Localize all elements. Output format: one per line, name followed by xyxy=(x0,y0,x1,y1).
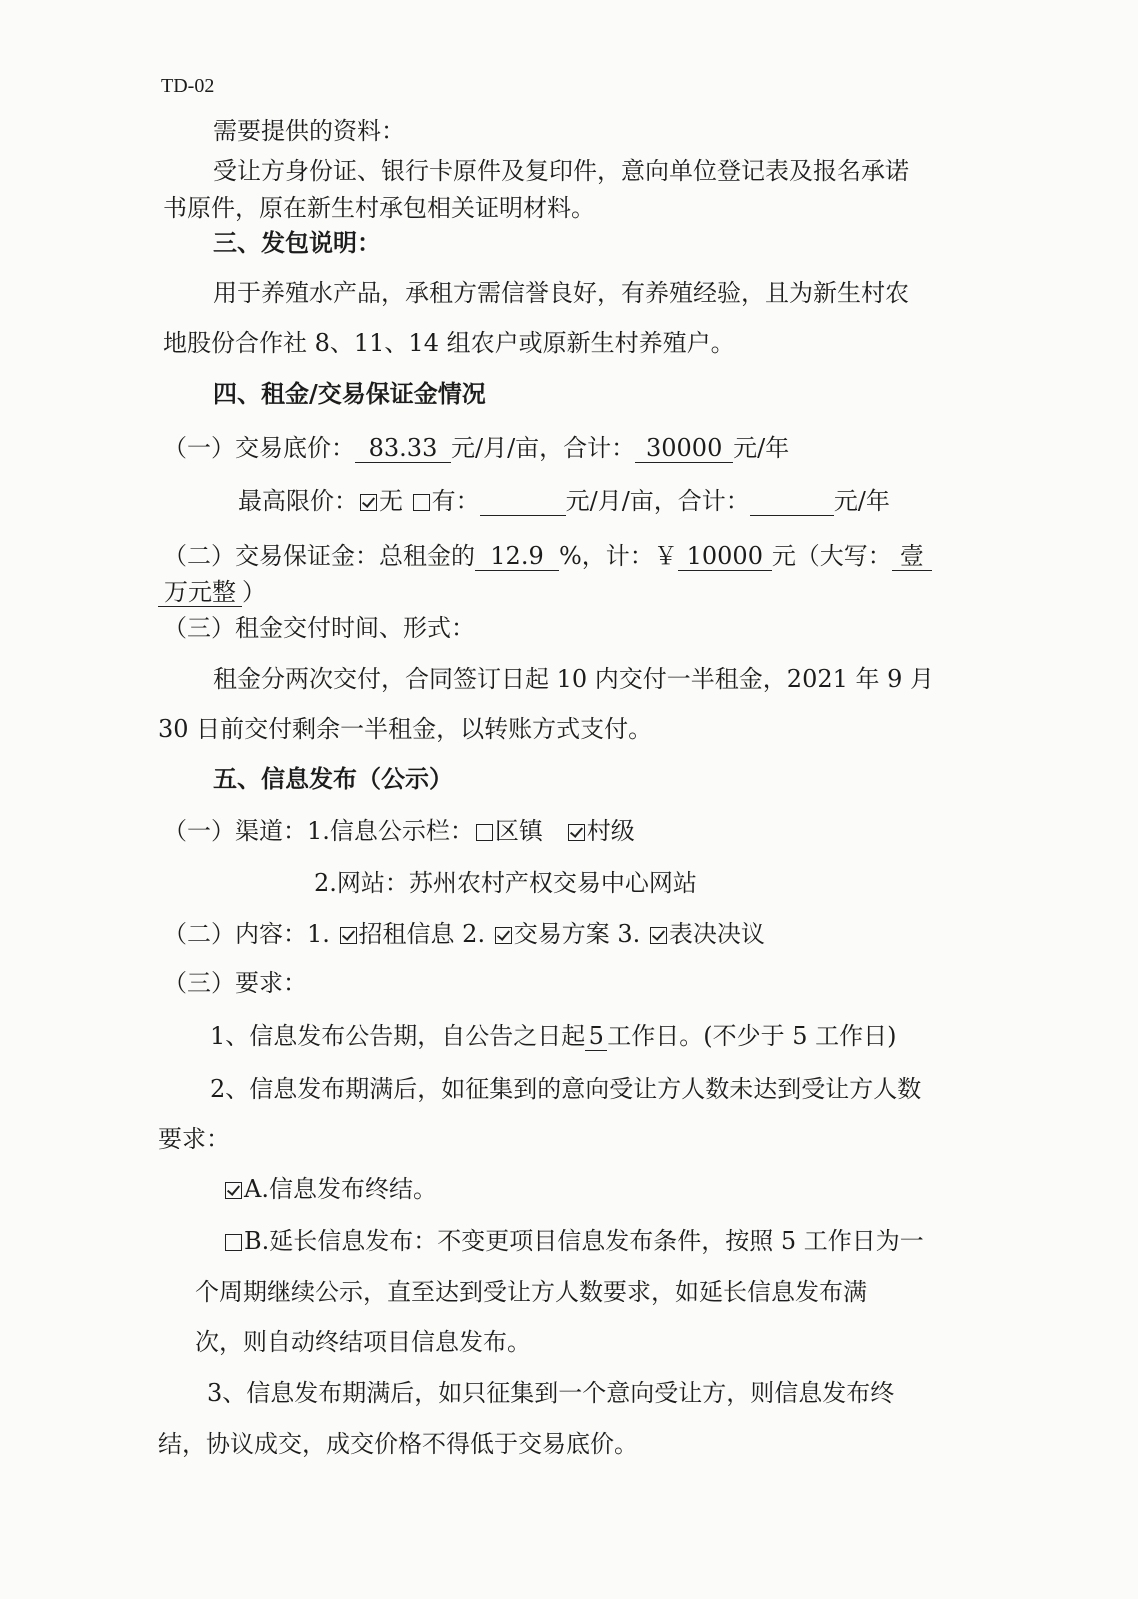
req3-line2: 结，协议成交，成交价格不得低于交易底价。 xyxy=(158,1430,638,1458)
content-3-label: 表决决议 xyxy=(668,920,765,948)
req1-text-a: 1、信息发布公告期，自公告之日起 xyxy=(210,1022,586,1050)
section5-heading: 五、信息发布（公示） xyxy=(213,764,453,793)
deposit-words-part2: 万元整 xyxy=(158,578,242,607)
max-no-label: 无 xyxy=(379,487,403,515)
req2-line1: 2、信息发布期满后，如征集到的意向受让方人数未达到受让方人数 xyxy=(210,1075,922,1103)
base-total-value: 30000 xyxy=(635,434,733,463)
max-yes-label: 有： xyxy=(431,487,480,515)
website-line: 2.网站：苏州农村产权交易中心网站 xyxy=(314,869,697,897)
req2-line2: 要求： xyxy=(158,1125,230,1153)
section4-heading: 四、租金/交易保证金情况 xyxy=(213,379,486,408)
section3-text-line1: 用于养殖水产品，承租方需信誉良好，有养殖经验，且为新生村农 xyxy=(213,279,909,307)
materials-text-line1: 受让方身份证、银行卡原件及复印件，意向单位登记表及报名承诺 xyxy=(213,157,909,185)
deposit-unit: 元（大写： xyxy=(771,542,892,570)
max-unit: 元/月/亩，合计： xyxy=(565,487,750,515)
max-price-label: 最高限价： xyxy=(238,487,358,515)
materials-heading: 需要提供的资料： xyxy=(213,117,405,145)
base-price-unit: 元/月/亩，合计： xyxy=(451,434,636,462)
max-price-line xyxy=(238,485,890,517)
max-total-unit: 元/年 xyxy=(833,487,890,515)
base-price-label: （一）交易底价： xyxy=(163,434,355,462)
deposit-line-2 xyxy=(158,576,266,608)
max-price-blank xyxy=(480,487,566,516)
option-a-label: A.信息发布终结。 xyxy=(244,1175,437,1203)
content-label: （二）内容：1. xyxy=(163,920,330,948)
section3-text-line2: 地股份合作社 8、11、14 组农户或原新生村养殖户。 xyxy=(163,329,735,357)
max-no-checkbox[interactable] xyxy=(360,494,377,511)
deposit-words-part1: 壹 xyxy=(892,542,932,571)
channel-town-label: 区镇 xyxy=(494,817,543,845)
materials-text-line2: 书原件，原在新生村承包相关证明材料。 xyxy=(163,194,595,222)
option-a-checkbox[interactable] xyxy=(225,1182,242,1199)
payment-heading: （三）租金交付时间、形式： xyxy=(163,614,475,642)
option-b-line3: 次，则自动终结项目信息发布。 xyxy=(195,1328,531,1356)
base-total-unit: 元/年 xyxy=(733,434,790,462)
option-a-line xyxy=(223,1173,437,1205)
option-b-line1 xyxy=(223,1225,924,1257)
payment-text-line1: 租金分两次交付，合同签订日起 10 内交付一半租金，2021 年 9 月 xyxy=(213,665,935,693)
base-price-value: 83.33 xyxy=(355,434,451,463)
content-2-label: 交易方案 3. xyxy=(513,920,641,948)
content-line xyxy=(163,918,765,950)
option-b-checkbox[interactable] xyxy=(225,1234,242,1251)
max-total-blank xyxy=(750,487,834,516)
deposit-close: ） xyxy=(242,578,266,606)
deposit-percent: 12.9 xyxy=(475,542,559,571)
option-b-line2: 个周期继续公示，直至达到受让方人数要求，如延长信息发布满 xyxy=(195,1278,867,1306)
channel-label: （一）渠道：1.信息公示栏： xyxy=(163,817,474,845)
req1-line xyxy=(210,1020,897,1052)
max-yes-checkbox[interactable] xyxy=(413,494,430,511)
channel-village-checkbox[interactable] xyxy=(568,824,585,841)
deposit-mid: %，计：￥ xyxy=(559,542,678,570)
content-2-checkbox[interactable] xyxy=(495,927,512,944)
req1-text-b: 工作日。(不少于 5 工作日) xyxy=(607,1022,897,1050)
content-1-label: 招租信息 2. xyxy=(358,920,486,948)
channel-village-label: 村级 xyxy=(586,817,635,845)
section3-heading: 三、发包说明： xyxy=(213,228,381,257)
payment-text-line2: 30 日前交付剩余一半租金，以转账方式支付。 xyxy=(158,715,653,743)
content-3-checkbox[interactable] xyxy=(650,927,667,944)
base-price-line xyxy=(163,432,789,464)
channel-town-checkbox[interactable] xyxy=(476,824,493,841)
content-1-checkbox[interactable] xyxy=(340,927,357,944)
deposit-amount: 10000 xyxy=(678,542,772,571)
option-b-label: B.延长信息发布：不变更项目信息发布条件，按照 5 工作日为一 xyxy=(244,1227,924,1255)
require-label: （三）要求： xyxy=(163,969,307,997)
doc-code: TD-02 xyxy=(161,75,215,97)
deposit-line xyxy=(163,540,932,572)
req1-days: 5 xyxy=(585,1022,607,1051)
deposit-label: （二）交易保证金：总租金的 xyxy=(163,542,475,570)
channel-line xyxy=(163,815,635,847)
req3-line1: 3、信息发布期满后，如只征集到一个意向受让方，则信息发布终 xyxy=(207,1379,895,1407)
